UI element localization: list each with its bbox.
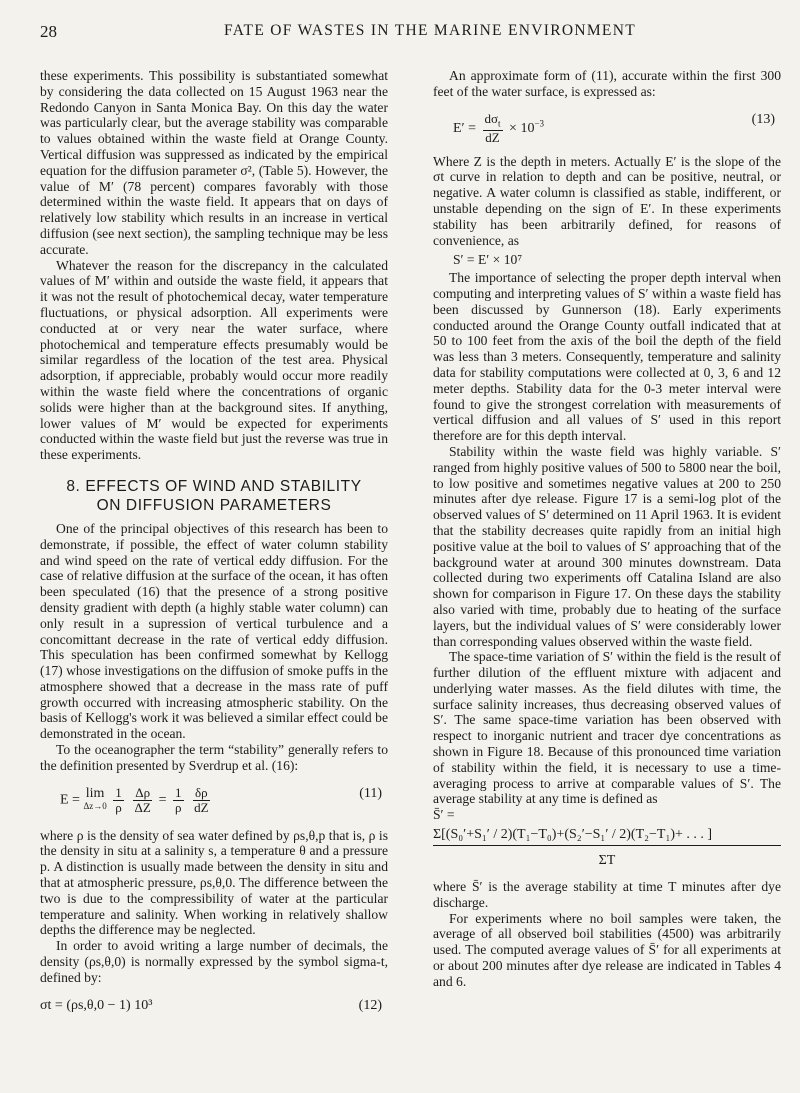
section-heading [40, 477, 388, 515]
stability-definition: S′ = E′ × 10⁷ [453, 252, 523, 268]
average-stability-symbol: S̄′ = [433, 807, 455, 823]
paragraph: where ρ is the density of sea water defined by ρs,θ,p that is, ρ is the density in situ at a salinity s, a temperature θ and a pressure p. A distinction is usually made between the density in situ and that at atmospheric pressure, ρs,θ,0. The difference between the two is due to the compressibility of water at the particular temperature and salinity. When working in relatively shallow depths the difference may be neglected. [40, 827, 388, 938]
equation-12 [40, 992, 388, 1022]
paragraph: An approximate form of (11), accurate within the first 300 feet of the water surface, is expressed as: [433, 68, 781, 99]
paragraph: The space-time variation of S′ within the field is the result of further dilution of the effluent mixture with adjacent and underlying water masses. As the field dilutes with time, the surface salinity increases, thus decreasing observed values of S′. The same space-time variation has been observed with respect to inorganic nutrient and tracer dye concentrations as shown in Figure 18. Because of this pronounced time variation of stability within the field, it is necessary to use a time-averaging process to arrive at comparable values of S′. The average stability at any time is defined as [433, 649, 781, 807]
page-header [40, 22, 760, 46]
equation-body: E = lim Δz→0 $\frac{1}{\rho}$ $\frac{\Delta\rho}{\Delta Z}$ = $\frac{1}{\rho}$ $\frac{\delta\rho}{dZ}$ [60, 784, 209, 815]
equation-number: (13) [751, 111, 775, 127]
equation-number: (11) [359, 785, 382, 801]
right-column [433, 68, 781, 990]
paragraph: For experiments where no boil samples were taken, the average of all observed boil stabilities (4500) was arbitrarily used. The computed average values of S̄′ for all experiments at or about 200 minutes after dye release are indicated in Tables 4 and 6. [433, 910, 781, 989]
paragraph: these experiments. This possibility is substantiated somewhat by considering the data collected on 15 August 1963 near the Redondo Canyon in Santa Monica Bay. On this day the water was particularly clear, but the average stability was comparable to values obtained within the waste field at Orange County. Vertical diffusion was suppressed as indicated by the empirical equation for the diffusion parameter σ², (Table 5). However, the value of M′ (78 percent) compares favorably with those determined within the waste field. It appears that on days of relatively low stability which results in an increase in vertical diffusion (see next section), the sampling technique may be less accurate. [40, 68, 388, 257]
equation-number: (12) [358, 997, 382, 1013]
paragraph: Whatever the reason for the discrepancy in the calculated values of M′ within and outside the waste field, it appears that it was not the result of photochemical decay, water temperature fluctuations, or physical adsorption. All experiments were conducted at or very near the water surface, where photochemical and temperature effects presumably would be similar regardless of the location of the test area. Physical adsorption, if appreciable, probably would occur more readily within the waste field where the concentrations of organic solids were higher than at the background sites. If anything, lower values of M′ would be expected for experiments conducted within the waste field but just the reverse was true in these experiments. [40, 257, 388, 463]
page-number: 28 [40, 22, 57, 41]
paragraph: One of the principal objectives of this research has been to demonstrate, if possible, the effect of water column stability and wind speed on the rate of vertical eddy diffusion. For the case of relative diffusion at the surface of the ocean, it has often been speculated (16) that the presence of a strong positive density gradient with depth (a highly stable water column) can only result in a supression of vertical turbulence and a concomittant decrease in the rate of vertical eddy diffusion. This speculation has been confirmed somewhat by Kellogg (17) whose investigations on the diffusion of smoke puffs in the atmosphere showed that a decrease in the mass rate of puff growth occurred with increasing atmospheric stability. On the basis of Kellogg's work it was believed a similar effect could be demonstrated in the ocean. [40, 520, 388, 742]
equation-body: σt = (ρs,θ,0 − 1) 10³ [40, 997, 153, 1013]
section-heading-line-2: ON DIFFUSION PARAMETERS [96, 496, 332, 514]
average-stability-equation [433, 827, 781, 873]
equation-numerator: Σ[(S₀′+S₁′ / 2)(T₁−T₀)+(S₂′−S₁′ / 2)(T₂−T₁)+ . . . ] [433, 827, 781, 846]
equation-11 [40, 780, 388, 820]
paragraph: In order to avoid writing a large number of decimals, the density (ρs,θ,0) is normally expressed by the symbol sigma-t, defined by: [40, 938, 388, 985]
equation-13 [433, 106, 781, 146]
running-title: FATE OF WASTES IN THE MARINE ENVIRONMENT [224, 22, 636, 39]
equation-body: E′ = $\frac{d\sigma_t}{dZ}$ × $10^{-3}$ [453, 110, 545, 146]
paragraph: Stability within the waste field was highly variable. S′ ranged from highly positive values of 500 to 5800 near the boil, to low positive and sometimes negative values at 200 to 250 minutes after dye release. Figure 17 is a semi-log plot of the observed values of S′ determined on 11 April 1963. It is evident that the stability decreases quite rapidly from an initial high positive value at the boil to values of S′ approaching that of the background water at around 300 minutes downstream. Data collected during two experiments off Catalina Island are also shown for comparison in Figure 17. On these days the stability also varied with time, probably due to heating of the surface layers, but the individual values of S′ were considerably lower than corresponding values observed within the waste field. [433, 443, 781, 649]
paragraph: Where Z is the depth in meters. Actually E′ is the slope of the σt curve in relation to depth and can be positive, neutral, or negative. A water column is classified as stable, indifferent, or unstable depending on the sign of E′. In these experiments stability has been arbitrarily defined, for reasons of convenience, as [433, 153, 781, 248]
paragraph: To the oceanographer the term “stability” generally refers to the definition presented by Sverdrup et al. (16): [40, 742, 388, 773]
paragraph: The importance of selecting the proper depth interval when computing and interpreting values of S′ within a waste field has been discussed by Gunnerson (18). Early experiments conducted around the Orange County outfall indicated that at 50 to 100 feet from the axis of the boil the depth of the field was less than 3 meters. Consequently, temperature and salinity data for stability computations were collected at 0, 3, 6 and 12 meter depths. Stability data for the 0-3 meter interval were found to give the strongest correlation with measurements of vertical diffusion and all values of S′ used in this report therefore are for this depth interval. [433, 270, 781, 444]
paragraph: where S̄′ is the average stability at time T minutes after dye discharge. [433, 879, 781, 910]
left-column [40, 68, 388, 1030]
equation-denominator: ΣT [598, 853, 616, 869]
section-heading-line-1: 8. EFFECTS OF WIND AND STABILITY [66, 477, 362, 495]
